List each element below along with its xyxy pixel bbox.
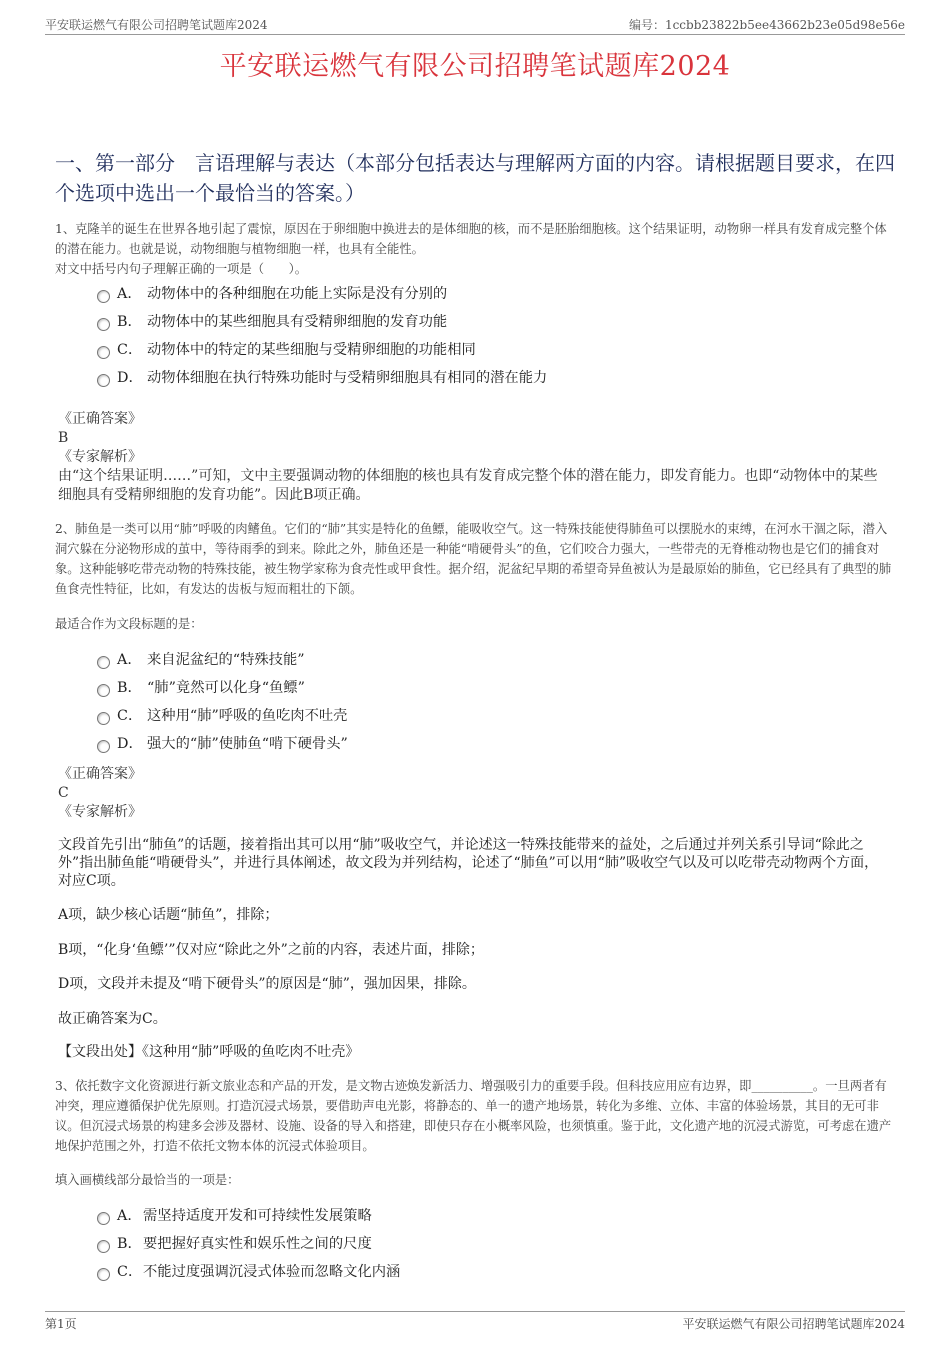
option-key: B．: [117, 1236, 142, 1252]
radio-icon[interactable]: [97, 1212, 110, 1225]
radio-icon[interactable]: [97, 684, 110, 697]
q3-prompt-block: [55, 1170, 895, 1190]
option-key: A．: [117, 1208, 142, 1224]
q3-options: [55, 1202, 895, 1286]
q1-text: 1、克隆羊的诞生在世界各地引起了震惊，原因在于卵细胞中换进去的是体细胞的核，而不是胚胎细胞核。这个结果证明，动物卵一样具有发育成完整个体的潜在能力。也就是说，动物细胞与植物细胞一样，也具有全能性。: [55, 222, 887, 256]
q2-d-note-text: D项，文段并未提及“啃下硬骨头”的原因是“肺”，强加因果，排除。: [58, 976, 476, 992]
page-number: 第1页: [45, 1317, 77, 1331]
q3-option-b[interactable]: [55, 1230, 895, 1258]
q2-source-text: 【文段出处】《这种用“肺”呼吸的鱼吃肉不吐壳》: [58, 1044, 360, 1060]
option-text: 不能过度强调沉浸式体验而忽略文化内涵: [143, 1264, 401, 1280]
q2-analysis: 文段首先引出“肺鱼”的话题，接着指出其可以用“肺”吸收空气，并论述这一特殊技能带来的益处，之后通过并列关系引导词“除此之外”指出肺鱼能“啃硬骨头”，并进行具体阐述，故文段为并列结构，论述了“肺鱼”可以用“肺”吸收空气以及可以吃带壳动物两个方面，对应C项。: [58, 837, 879, 889]
q3-option-a[interactable]: [55, 1202, 895, 1230]
option-key: C．: [117, 708, 143, 724]
q2-conclusion-text: 故正确答案为C。: [58, 1011, 167, 1027]
header-doc-id: 编号：1ccbb23822b5ee43662b23e05d98e56e: [628, 18, 905, 32]
question-1: [55, 219, 895, 279]
option-key: D．: [117, 370, 143, 386]
q2-note-d: [58, 975, 888, 993]
option-key: A．: [117, 286, 142, 302]
option-text: 动物体细胞在执行特殊功能时与受精卵细胞具有相同的潜在能力: [147, 370, 548, 386]
option-key: C．: [117, 1264, 143, 1280]
q2-options: [55, 646, 895, 758]
option-key: B．: [117, 314, 142, 330]
option-key: C．: [117, 342, 143, 358]
q2-answer: C: [58, 785, 69, 801]
q1-prompt: 对文中括号内句子理解正确的一项是（ ）。: [55, 262, 308, 276]
q2-note-a: [58, 906, 888, 924]
option-key: B．: [117, 680, 142, 696]
option-key: A．: [117, 652, 142, 668]
page-header: [45, 14, 905, 35]
q2-answer-block: [58, 765, 888, 822]
q1-analysis-label: 《专家解析》: [58, 449, 142, 465]
q2-b-note-text: B项，“化身‘鱼鳔’”仅对应“除此之外”之前的内容，表述片面，排除；: [58, 942, 484, 958]
section-heading: 一、第一部分 言语理解与表达（本部分包括表达与理解两方面的内容。请根据题目要求，在四个选项中选出一个最恰当的答案。）: [55, 151, 895, 205]
radio-icon[interactable]: [97, 1268, 110, 1281]
q1-options: [55, 280, 895, 392]
radio-icon[interactable]: [97, 656, 110, 669]
q1-answer-label: 《正确答案》: [58, 411, 142, 427]
q2-analysis-block: [58, 836, 888, 890]
q2-source: [58, 1043, 888, 1061]
question-3: [55, 1076, 895, 1156]
header-doc-title: 平安联运燃气有限公司招聘笔试题库2024: [45, 18, 268, 32]
radio-icon[interactable]: [97, 740, 110, 753]
option-key: D．: [117, 736, 143, 752]
option-text: 要把握好真实性和娱乐性之间的尺度: [143, 1236, 372, 1252]
q2-option-c[interactable]: [55, 702, 895, 730]
q1-answer-block: [58, 410, 888, 505]
q2-text: 2、肺鱼是一类可以用“肺”呼吸的肉鳍鱼。它们的“肺”其实是特化的鱼鳔，能吸收空气。这一特殊技能使得肺鱼可以摆脱水的束缚，在河水干涸之际，潜入洞穴躲在分泌物形成的茧中，等待雨季的到来。除此之外，肺鱼还是一种能“啃硬骨头”的鱼，它们咬合力强大，一些带壳的无脊椎动物也是它们的捕食对象。这种能够吃带壳动物的特殊技能，被生物学家称为食壳性或甲食性。据介绍，泥盆纪早期的希望奇异鱼被认为是最原始的肺鱼，它已经具有了典型的肺鱼食壳性特征，比如，有发达的齿板与短而粗壮的下颌。: [55, 522, 892, 596]
radio-icon[interactable]: [97, 712, 110, 725]
q3-prompt: 填入画横线部分最恰当的一项是：: [55, 1173, 240, 1187]
q1-option-b[interactable]: [55, 308, 895, 336]
option-text: 来自泥盆纪的“特殊技能”: [147, 652, 305, 668]
q2-option-a[interactable]: [55, 646, 895, 674]
q2-prompt-block: [55, 614, 895, 634]
radio-icon[interactable]: [97, 346, 110, 359]
q2-prompt: 最适合作为文段标题的是：: [55, 617, 203, 631]
q2-option-b[interactable]: [55, 674, 895, 702]
radio-icon[interactable]: [97, 374, 110, 387]
q1-analysis: 由“这个结果证明……”可知，文中主要强调动物的体细胞的核也具有发育成完整个体的潜在能力，即发育能力。也即“动物体中的某些细胞具有受精卵细胞的发育功能”。因此B项正确。: [58, 468, 878, 503]
radio-icon[interactable]: [97, 318, 110, 331]
q1-option-c[interactable]: [55, 336, 895, 364]
option-text: 强大的“肺”使肺鱼“啃下硬骨头”: [147, 736, 348, 752]
radio-icon[interactable]: [97, 290, 110, 303]
q1-option-d[interactable]: [55, 364, 895, 392]
page-title: 平安联运燃气有限公司招聘笔试题库2024: [219, 51, 731, 82]
q1-answer: B: [58, 430, 69, 446]
q2-answer-label: 《正确答案》: [58, 766, 142, 782]
q2-a-note-text: A项，缺少核心话题“肺鱼”，排除；: [58, 907, 279, 923]
option-text: 动物体中的各种细胞在功能上实际是没有分别的: [147, 286, 448, 302]
page-footer: [45, 1311, 905, 1332]
q2-note-b: [58, 941, 888, 959]
question-2: [55, 519, 895, 599]
q2-conclusion: [58, 1010, 888, 1028]
option-text: 这种用“肺”呼吸的鱼吃肉不吐壳: [147, 708, 348, 724]
q3-option-c[interactable]: [55, 1258, 895, 1286]
option-text: 动物体中的特定的某些细胞与受精卵细胞的功能相同: [147, 342, 476, 358]
footer-doc-title: 平安联运燃气有限公司招聘笔试题库2024: [682, 1317, 905, 1331]
option-text: 动物体中的某些细胞具有受精卵细胞的发育功能: [147, 314, 448, 330]
q2-analysis-label: 《专家解析》: [58, 804, 142, 820]
q1-option-a[interactable]: [55, 280, 895, 308]
option-text: “肺”竟然可以化身“鱼鳔”: [147, 680, 305, 696]
q3-text: 3、依托数字文化资源进行新文旅业态和产品的开发，是文物古迹焕发新活力、增强吸引力的重要手段。但科技应用应有边界，即__________。一旦两者有冲突，理应遵循保护优先原则。打造沉浸式场景，要借助声电光影，将静态的、单一的遗产地场景，转化为多维、立体、丰富的体验场景，其目的无可非议。但沉浸式场景的构建多会涉及器材、设施、设备的导入和搭建，即使只存在小概率风险，也须慎重。鉴于此，文化遗产地的沉浸式游览，可考虑在遗产地保护范围之外，打造不依托文物本体的沉浸式体验项目。: [55, 1079, 892, 1153]
option-text: 需坚持适度开发和可持续性发展策略: [143, 1208, 372, 1224]
radio-icon[interactable]: [97, 1240, 110, 1253]
q2-option-d[interactable]: [55, 730, 895, 758]
